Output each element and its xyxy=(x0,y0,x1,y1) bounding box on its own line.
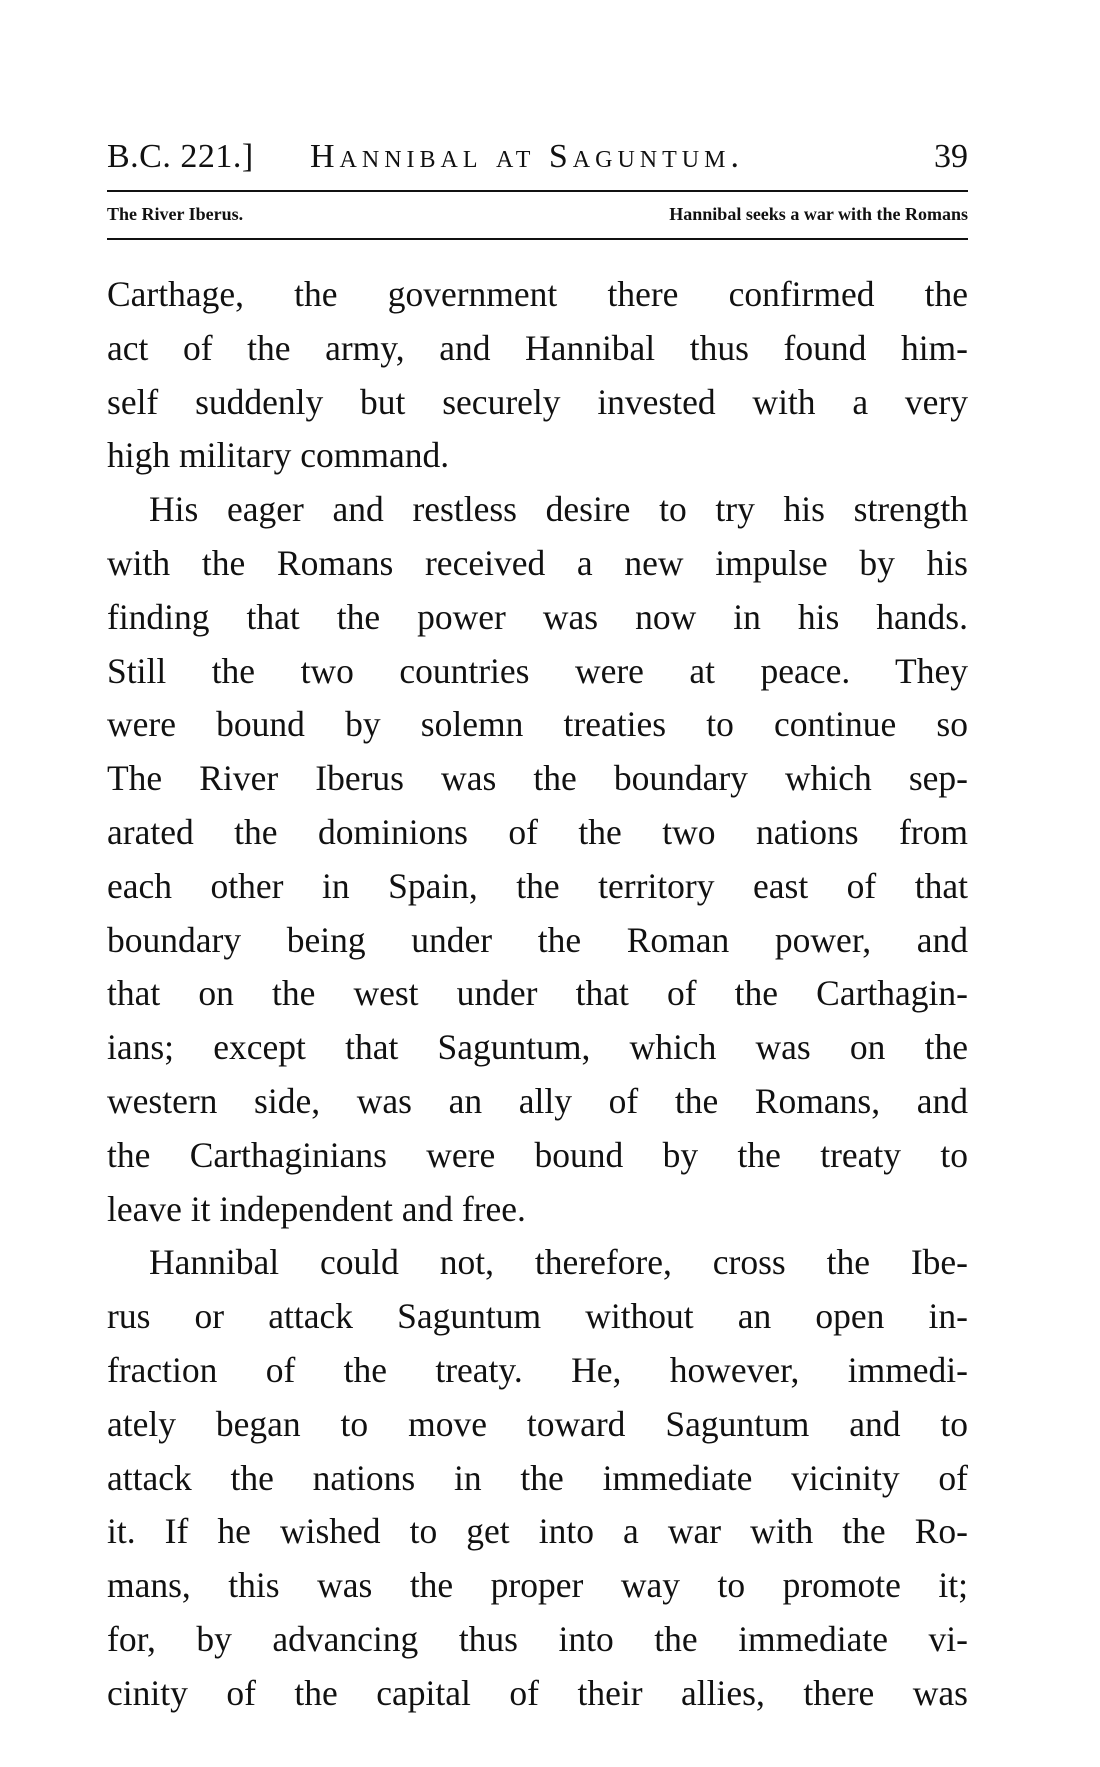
side-headings xyxy=(107,204,968,234)
text-line: His eager and restless desire to try his strength xyxy=(149,489,968,530)
side-heading-right: Hannibal seeks a war with the Romans xyxy=(669,204,968,224)
text-line: finding that the power was now in his hands. xyxy=(107,596,968,637)
text-line: Still the two countries were at peace. They xyxy=(107,650,968,691)
header-rule-bottom xyxy=(107,238,968,240)
text-line: Hannibal could not, therefore, cross the Ibe- xyxy=(149,1242,968,1283)
text-line: rus or attack Saguntum without an open in- xyxy=(107,1296,968,1337)
text-line: The River Iberus was the boundary which sep- xyxy=(107,758,968,799)
text-line: high military command. xyxy=(107,435,450,476)
text-line: that on the west under that of the Carthagin- xyxy=(107,973,968,1014)
text-line: were bound by solemn treaties to continue so xyxy=(107,704,968,745)
text-line: Carthage, the government there confirmed the xyxy=(107,274,968,314)
text-line: leave it independent and free. xyxy=(107,1188,526,1229)
text-line: cinity of the capital of their allies, there was xyxy=(107,1672,968,1713)
text-line: arated the dominions of the two nations from xyxy=(107,811,968,852)
text-line: fraction of the treaty. He, however, immedi- xyxy=(107,1349,968,1390)
text-line: for, by advancing thus into the immediate vi- xyxy=(107,1618,968,1659)
text-line: act of the army, and Hannibal thus found him- xyxy=(107,327,968,368)
text-line: western side, was an ally of the Romans, and xyxy=(107,1080,968,1121)
header-rule-top xyxy=(107,190,968,192)
text-line: ians; except that Saguntum, which was on the xyxy=(107,1027,968,1068)
body-text xyxy=(107,268,968,1721)
text-line: mans, this was the proper way to promote it; xyxy=(107,1565,968,1606)
chapter-title: Hannibal at Saguntum. xyxy=(310,138,744,175)
text-line: attack the nations in the immediate vicinity of xyxy=(107,1457,968,1498)
text-line: each other in Spain, the territory east of that xyxy=(107,865,968,906)
text-line: the Carthaginians were bound by the treaty to xyxy=(107,1134,968,1175)
side-heading-left: The River Iberus. xyxy=(107,204,244,224)
text-line: ately began to move toward Saguntum and to xyxy=(107,1403,968,1444)
text-line: with the Romans received a new impulse by his xyxy=(107,542,968,583)
text-line: self suddenly but securely invested with a very xyxy=(107,381,968,422)
year-marker: B.C. 221.] xyxy=(107,138,254,175)
page-number: 39 xyxy=(934,138,968,175)
text-line: boundary being under the Roman power, and xyxy=(107,919,968,960)
running-head xyxy=(107,138,968,188)
text-line: it. If he wished to get into a war with the Ro- xyxy=(107,1511,968,1552)
